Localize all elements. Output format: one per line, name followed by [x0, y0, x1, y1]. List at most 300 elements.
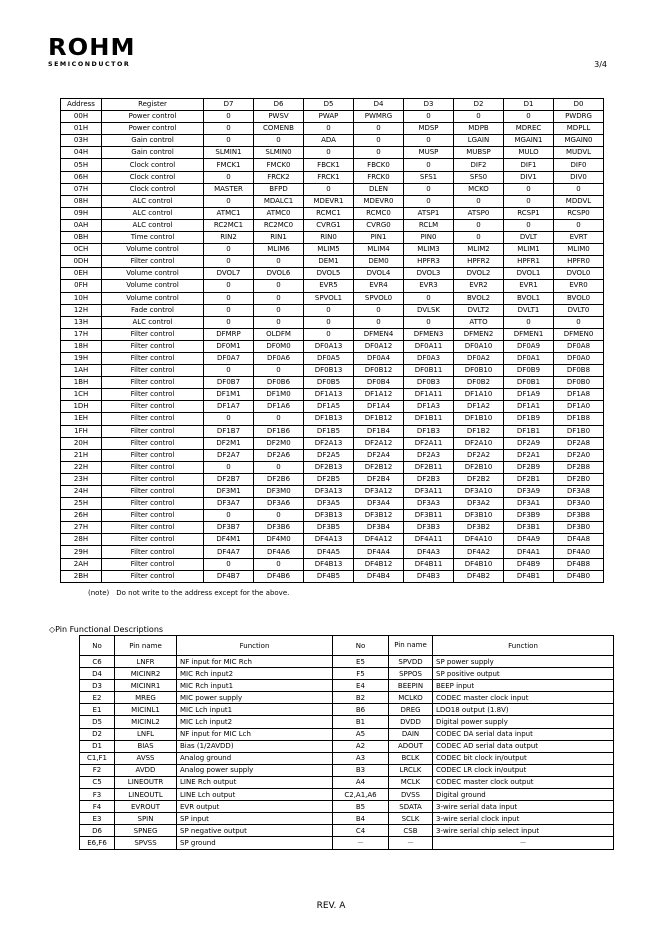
register-cell: Time control	[102, 232, 204, 244]
register-cell: DF3B9	[504, 510, 554, 522]
register-cell: 0	[204, 280, 254, 292]
pin-cell: NF input for MIC Rch	[177, 656, 333, 668]
pin-cell: MREG	[115, 692, 177, 704]
register-row	[61, 534, 604, 546]
register-cell: DF4B5	[304, 570, 354, 582]
register-cell: 0	[404, 195, 454, 207]
register-cell: DF1A3	[404, 401, 454, 413]
register-cell: DIF2	[454, 159, 504, 171]
register-row	[61, 570, 604, 582]
register-row	[61, 111, 604, 123]
register-cell: DF1B2	[454, 425, 504, 437]
register-cell: BVOL0	[554, 292, 604, 304]
register-row	[61, 510, 604, 522]
register-cell: DF4B1	[504, 570, 554, 582]
register-cell: CVRG0	[354, 219, 404, 231]
pin-row	[80, 692, 614, 704]
register-cell: RCMC1	[304, 207, 354, 219]
register-cell: 0	[204, 510, 254, 522]
register-note: (note) Do not write to the address except for the above.	[88, 589, 290, 597]
register-cell: 19H	[61, 352, 102, 364]
pin-cell: LRCLK	[389, 764, 433, 776]
register-row	[61, 389, 604, 401]
register-cell: PWAP	[304, 111, 354, 123]
register-header-cell: Register	[102, 99, 204, 111]
pin-row	[80, 801, 614, 813]
register-row	[61, 256, 604, 268]
register-cell: ALC control	[102, 195, 204, 207]
register-cell: 26H	[61, 510, 102, 522]
register-cell: Filter control	[102, 570, 204, 582]
register-cell: 0	[204, 171, 254, 183]
register-row	[61, 377, 604, 389]
register-cell: Filter control	[102, 522, 204, 534]
register-cell: DVOL2	[454, 268, 504, 280]
register-cell: DF4B12	[354, 558, 404, 570]
register-cell: 0DH	[61, 256, 102, 268]
register-cell: SLMIN1	[204, 147, 254, 159]
pin-cell: D3	[80, 680, 115, 692]
register-cell: DF0A0	[554, 352, 604, 364]
register-cell: Filter control	[102, 486, 204, 498]
register-cell: SLMIN0	[254, 147, 304, 159]
register-cell: 0	[304, 316, 354, 328]
register-cell: MDPB	[454, 123, 504, 135]
register-cell: DF0B5	[304, 377, 354, 389]
register-cell: DF2B0	[554, 473, 604, 485]
register-cell: 04H	[61, 147, 102, 159]
register-cell: DF4B8	[554, 558, 604, 570]
register-cell: DF4A6	[254, 546, 304, 558]
rohm-logo	[48, 35, 136, 69]
register-cell: Power control	[102, 123, 204, 135]
register-cell: DVLT0	[554, 304, 604, 316]
pin-header-cell: No	[80, 636, 115, 656]
register-header-cell: D4	[354, 99, 404, 111]
register-cell: COMENB	[254, 123, 304, 135]
register-cell: DF2A12	[354, 437, 404, 449]
register-cell: DF3B0	[554, 522, 604, 534]
pin-cell: CODEC master clock input	[433, 692, 614, 704]
register-cell: MLIM5	[304, 244, 354, 256]
register-cell: EVR2	[454, 280, 504, 292]
register-cell: MUSP	[404, 147, 454, 159]
register-cell: 1FH	[61, 425, 102, 437]
pin-row	[80, 789, 614, 801]
register-cell: DF1A2	[454, 401, 504, 413]
register-cell: EVR5	[304, 280, 354, 292]
register-cell: 05H	[61, 159, 102, 171]
register-header-cell: D6	[254, 99, 304, 111]
register-cell: EVR3	[404, 280, 454, 292]
register-cell: DF4B11	[404, 558, 454, 570]
register-cell: DF0B6	[254, 377, 304, 389]
register-cell: DF2M1	[204, 437, 254, 449]
register-cell: DF3A13	[304, 486, 354, 498]
register-cell: 0	[354, 304, 404, 316]
pin-cell: B3	[333, 764, 389, 776]
register-cell: RC2MC0	[254, 219, 304, 231]
register-cell: 0	[354, 123, 404, 135]
register-cell: 13H	[61, 316, 102, 328]
register-header-cell: D2	[454, 99, 504, 111]
register-cell: DVOL0	[554, 268, 604, 280]
register-cell: SPVOL0	[354, 292, 404, 304]
register-cell: DF3B1	[504, 522, 554, 534]
pin-cell: SDATA	[389, 801, 433, 813]
register-cell: 2BH	[61, 570, 102, 582]
register-cell: 0	[254, 413, 304, 425]
logo-subtitle: SEMICONDUCTOR	[48, 61, 131, 68]
pin-cell: CSB	[389, 825, 433, 837]
register-cell: MLIM6	[254, 244, 304, 256]
register-row	[61, 425, 604, 437]
register-row	[61, 232, 604, 244]
register-cell: DEM0	[354, 256, 404, 268]
register-cell: 25H	[61, 498, 102, 510]
register-cell: 0CH	[61, 244, 102, 256]
register-cell: DF0B1	[504, 377, 554, 389]
register-cell: DF2B10	[454, 461, 504, 473]
register-map-table	[60, 98, 604, 583]
register-cell: DF3A1	[504, 498, 554, 510]
register-cell: DF4A8	[554, 534, 604, 546]
register-cell: DF0B2	[454, 377, 504, 389]
register-cell: DF2A3	[404, 449, 454, 461]
pin-cell: A2	[333, 740, 389, 752]
register-cell: 0	[304, 123, 354, 135]
register-cell: 0	[554, 183, 604, 195]
register-cell: ATMC0	[254, 207, 304, 219]
register-cell: 01H	[61, 123, 102, 135]
register-cell: DF4M1	[204, 534, 254, 546]
register-cell: DF1B8	[554, 413, 604, 425]
register-cell: 0	[504, 183, 554, 195]
register-cell: 21H	[61, 449, 102, 461]
pin-cell: D6	[80, 825, 115, 837]
register-cell: DVOL7	[204, 268, 254, 280]
register-cell: 20H	[61, 437, 102, 449]
register-cell: 0	[204, 244, 254, 256]
register-cell: DF4A2	[454, 546, 504, 558]
register-cell: DF4A11	[404, 534, 454, 546]
register-cell: Clock control	[102, 171, 204, 183]
register-header-cell: D5	[304, 99, 354, 111]
register-cell: DF1B13	[304, 413, 354, 425]
register-cell: Filter control	[102, 328, 204, 340]
pin-cell: MIC Lch input2	[177, 716, 333, 728]
register-cell: DF1A12	[354, 389, 404, 401]
register-cell: DF0B4	[354, 377, 404, 389]
register-cell: 0EH	[61, 268, 102, 280]
register-cell: EVR1	[504, 280, 554, 292]
register-cell: CVRG1	[304, 219, 354, 231]
register-row	[61, 328, 604, 340]
pin-row	[80, 716, 614, 728]
register-cell: DF4B7	[204, 570, 254, 582]
register-cell: Filter control	[102, 413, 204, 425]
register-cell: DF3A3	[404, 498, 454, 510]
pin-cell: SP ground	[177, 837, 333, 849]
pin-cell: F2	[80, 764, 115, 776]
pin-cell: MICINL1	[115, 704, 177, 716]
register-cell: DVLT	[504, 232, 554, 244]
register-cell: MDEVR0	[354, 195, 404, 207]
register-cell: Gain control	[102, 135, 204, 147]
register-cell: FBCK0	[354, 159, 404, 171]
pin-row	[80, 764, 614, 776]
register-cell: PIN1	[354, 232, 404, 244]
register-cell: 0	[254, 292, 304, 304]
pin-cell: B4	[333, 813, 389, 825]
pin-header-cell: Pin name	[115, 636, 177, 656]
register-cell: DF4A5	[304, 546, 354, 558]
register-cell: DF3M0	[254, 486, 304, 498]
register-cell: 0	[254, 256, 304, 268]
register-cell: Filter control	[102, 340, 204, 352]
pin-cell: SP input	[177, 813, 333, 825]
register-cell: EVR0	[554, 280, 604, 292]
register-cell: DF3B6	[254, 522, 304, 534]
register-cell: DF4A10	[454, 534, 504, 546]
register-row	[61, 461, 604, 473]
register-cell: MDREC	[504, 123, 554, 135]
pin-cell: SPVDD	[389, 656, 433, 668]
pin-cell: SPIN	[115, 813, 177, 825]
register-cell: DF0M0	[254, 340, 304, 352]
register-cell: DEM1	[304, 256, 354, 268]
register-cell: DVOL4	[354, 268, 404, 280]
register-cell: DF0A9	[504, 340, 554, 352]
register-cell: DF3B7	[204, 522, 254, 534]
register-cell: RCMC0	[354, 207, 404, 219]
register-cell: Filter control	[102, 425, 204, 437]
register-cell: HPFR1	[504, 256, 554, 268]
register-cell: 0BH	[61, 232, 102, 244]
register-cell: DF3B13	[304, 510, 354, 522]
register-cell: DF3A12	[354, 486, 404, 498]
register-cell: DF4A4	[354, 546, 404, 558]
register-cell: RC2MC1	[204, 219, 254, 231]
register-cell: DF1B6	[254, 425, 304, 437]
register-cell: DF1A9	[504, 389, 554, 401]
register-cell: DFMEN0	[554, 328, 604, 340]
register-cell: 10H	[61, 292, 102, 304]
logo-wordmark: ROHM	[48, 35, 136, 61]
pin-cell: 3-wire serial chip select input	[433, 825, 614, 837]
register-cell: 06H	[61, 171, 102, 183]
register-cell: 0	[404, 159, 454, 171]
register-cell: 0	[354, 147, 404, 159]
register-cell: DF3B5	[304, 522, 354, 534]
register-cell: 0	[204, 304, 254, 316]
register-cell: DF2B2	[454, 473, 504, 485]
pin-row	[80, 837, 614, 849]
register-row	[61, 546, 604, 558]
register-cell: DF4B4	[354, 570, 404, 582]
register-cell: DF2A8	[554, 437, 604, 449]
pin-cell: SP negative output	[177, 825, 333, 837]
register-cell: BVOL1	[504, 292, 554, 304]
register-cell: DF4A3	[404, 546, 454, 558]
register-cell: ALC control	[102, 219, 204, 231]
pin-cell: CODEC bit clock in/output	[433, 752, 614, 764]
register-cell: 0	[354, 316, 404, 328]
register-cell: DF2A5	[304, 449, 354, 461]
register-cell: 0	[454, 111, 504, 123]
register-cell: DFMRP	[204, 328, 254, 340]
pin-cell: AVSS	[115, 752, 177, 764]
register-cell: 0	[254, 365, 304, 377]
register-cell: DF3A0	[554, 498, 604, 510]
register-cell: DF2B8	[554, 461, 604, 473]
register-cell: 0	[204, 316, 254, 328]
pin-header-cell: Pin name	[389, 636, 433, 656]
pin-cell: SP power supply	[433, 656, 614, 668]
register-cell: DF3B2	[454, 522, 504, 534]
register-cell: MLIM4	[354, 244, 404, 256]
register-cell: DVOL3	[404, 268, 454, 280]
register-cell: RIN1	[254, 232, 304, 244]
register-cell: DF1A11	[404, 389, 454, 401]
pin-cell: MCLKO	[389, 692, 433, 704]
register-cell: DF2B5	[304, 473, 354, 485]
register-cell: MLIM3	[404, 244, 454, 256]
register-cell: Filter control	[102, 256, 204, 268]
pin-cell: CODEC master clock output	[433, 776, 614, 788]
pin-row	[80, 752, 614, 764]
pin-cell: 3-wire serial clock input	[433, 813, 614, 825]
register-cell: DVLSK	[404, 304, 454, 316]
register-cell: DFMEN2	[454, 328, 504, 340]
register-cell: 22H	[61, 461, 102, 473]
register-cell: RCSP1	[504, 207, 554, 219]
register-cell: DF3A10	[454, 486, 504, 498]
pin-section-heading: ◇Pin Functional Descriptions	[49, 625, 164, 634]
register-cell: OLDFM	[254, 328, 304, 340]
register-cell: DF1A10	[454, 389, 504, 401]
pin-row	[80, 813, 614, 825]
pin-cell: D1	[80, 740, 115, 752]
register-row	[61, 219, 604, 231]
register-cell: 0	[204, 365, 254, 377]
register-cell: DF0B0	[554, 377, 604, 389]
register-cell: DF1M0	[254, 389, 304, 401]
register-cell: DF0A12	[354, 340, 404, 352]
register-cell: 0	[204, 195, 254, 207]
register-row	[61, 558, 604, 570]
register-cell: PWMRG	[354, 111, 404, 123]
pin-cell: BCLK	[389, 752, 433, 764]
register-cell: DF3A11	[404, 486, 454, 498]
register-cell: 27H	[61, 522, 102, 534]
register-header-cell: D3	[404, 99, 454, 111]
pin-cell: NF input for MIC Lch	[177, 728, 333, 740]
register-cell: BVOL2	[454, 292, 504, 304]
register-cell: DF0B7	[204, 377, 254, 389]
register-cell: Filter control	[102, 365, 204, 377]
register-row	[61, 135, 604, 147]
register-cell: HPFR2	[454, 256, 504, 268]
register-row	[61, 268, 604, 280]
pin-cell: Analog power supply	[177, 764, 333, 776]
register-cell: SFS0	[454, 171, 504, 183]
pin-cell: DVSS	[389, 789, 433, 801]
register-cell: DF1A5	[304, 401, 354, 413]
register-cell: 0	[204, 123, 254, 135]
register-cell: PWDRG	[554, 111, 604, 123]
pin-cell: B1	[333, 716, 389, 728]
pin-row	[80, 776, 614, 788]
register-cell: DF3A6	[254, 498, 304, 510]
register-cell: 0	[504, 195, 554, 207]
register-header-cell: D1	[504, 99, 554, 111]
register-cell: 0	[304, 147, 354, 159]
register-cell: 2AH	[61, 558, 102, 570]
pin-cell: E5	[333, 656, 389, 668]
register-cell: 0	[304, 304, 354, 316]
register-cell: 1BH	[61, 377, 102, 389]
register-cell: 0	[404, 292, 454, 304]
register-cell: BFPD	[254, 183, 304, 195]
register-cell: LGAIN	[454, 135, 504, 147]
pin-cell: B2	[333, 692, 389, 704]
register-cell: 0	[254, 461, 304, 473]
register-row	[61, 473, 604, 485]
register-cell: FRCK1	[304, 171, 354, 183]
pin-cell: D5	[80, 716, 115, 728]
pin-cell: －	[389, 837, 433, 849]
pin-cell: C4	[333, 825, 389, 837]
register-cell: Filter control	[102, 449, 204, 461]
register-cell: 0FH	[61, 280, 102, 292]
register-cell: DF0B8	[554, 365, 604, 377]
register-cell: DF2B3	[404, 473, 454, 485]
pin-row	[80, 704, 614, 716]
pin-cell: SPPOS	[389, 668, 433, 680]
pin-cell: SCLK	[389, 813, 433, 825]
pin-table-header	[80, 636, 614, 656]
register-cell: 0	[404, 183, 454, 195]
register-cell: DF2M0	[254, 437, 304, 449]
register-cell: MLIM0	[554, 244, 604, 256]
pin-row	[80, 825, 614, 837]
register-cell: 03H	[61, 135, 102, 147]
register-cell: Filter control	[102, 461, 204, 473]
register-cell: DF0A4	[354, 352, 404, 364]
register-cell: DLEN	[354, 183, 404, 195]
register-cell: DF4A13	[304, 534, 354, 546]
pin-cell: Analog ground	[177, 752, 333, 764]
register-cell: RIN2	[204, 232, 254, 244]
register-cell: DF4A0	[554, 546, 604, 558]
register-cell: MUDVL	[554, 147, 604, 159]
register-cell: 0	[204, 256, 254, 268]
register-cell: DF2A1	[504, 449, 554, 461]
register-cell: SPVOL1	[304, 292, 354, 304]
register-cell: MUBSP	[454, 147, 504, 159]
register-cell: 0	[504, 111, 554, 123]
register-header-cell: D7	[204, 99, 254, 111]
register-cell: DF1B11	[404, 413, 454, 425]
register-cell: DF0B10	[454, 365, 504, 377]
register-cell: MGAIN1	[504, 135, 554, 147]
register-row	[61, 413, 604, 425]
register-cell: DF4B2	[454, 570, 504, 582]
register-cell: DF2A11	[404, 437, 454, 449]
pin-cell: Bias (1/2AVDD)	[177, 740, 333, 752]
register-cell: MDPLL	[554, 123, 604, 135]
